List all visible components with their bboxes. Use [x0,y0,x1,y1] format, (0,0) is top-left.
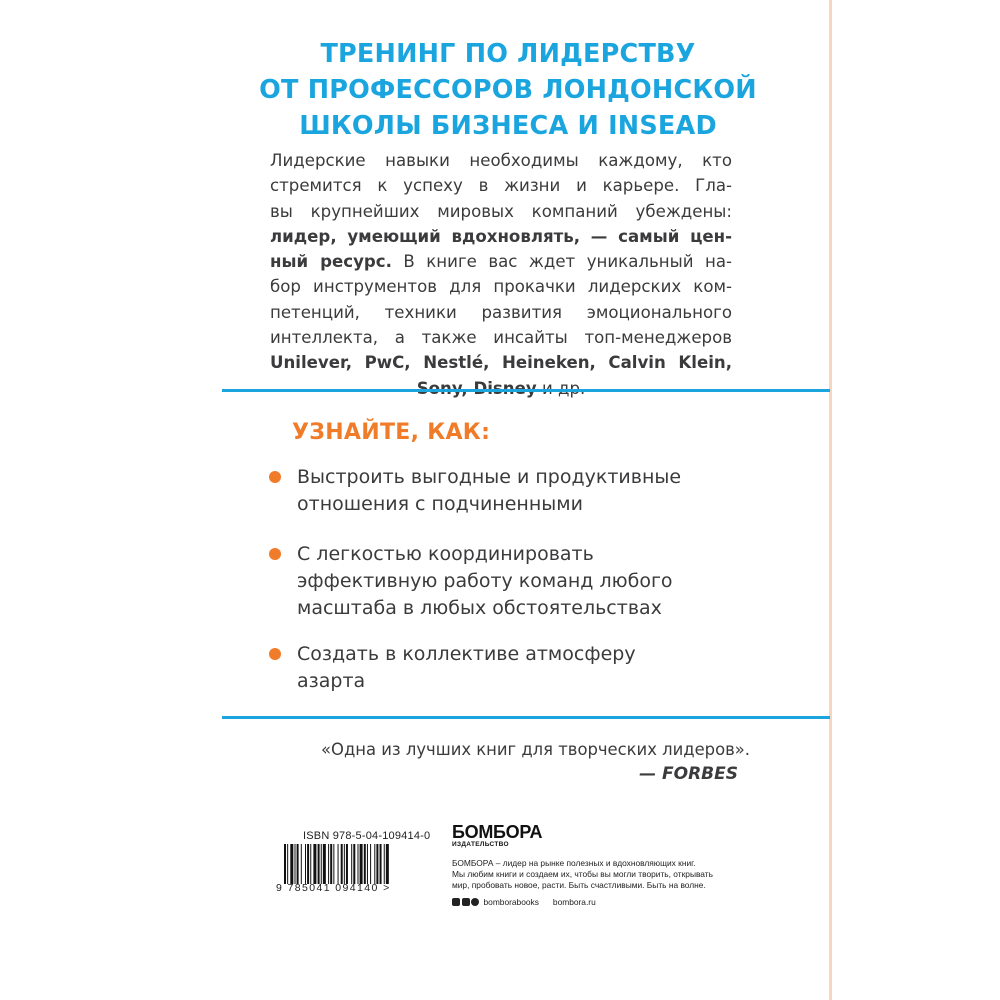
list-item-text [297,641,636,695]
intro-line: стремится к успеху в жизни и карьере. Гла- [270,176,732,196]
list-item-line: эффективную работу команд любого [297,570,673,592]
quote-text: «Одна из лучших книг для творческих лидеров». [321,740,750,759]
bullet-dot-icon [269,548,281,560]
press-quote [310,738,750,786]
publisher-description [452,858,752,891]
list-item [268,464,681,518]
instagram-icon [471,898,479,906]
quote-source: — FORBES [639,764,738,784]
intro-line: вы крупнейших мировых компаний убеждены: [270,201,732,221]
page-margin [832,0,1000,1000]
barcode-digits: 9 785041 094140 > [276,882,391,894]
publisher-block [452,822,752,907]
social-handle[interactable]: bomborabooks [483,897,539,907]
list-item-line: отношения с подчиненными [297,493,583,515]
divider-bottom [222,716,830,719]
bullet-dot-icon [269,648,281,660]
intro-line: петенций, техники развития эмоционального [270,302,732,322]
publisher-website[interactable]: bombora.ru [552,897,596,907]
publisher-socials [452,897,752,907]
isbn-number: ISBN 978-5-04-109414-0 [303,830,431,842]
list-item-line: Создать в коллективе атмосферу [297,643,636,665]
intro-paragraph [270,148,732,401]
list-item-line: масштаба в любых обстоятельствах [297,597,662,619]
publisher-description-line: мир, пробовать новое, расти. Быть счастливыми. Быть на волне. [452,880,706,890]
list-item-line: азарта [297,670,366,692]
title-line-3: ШКОЛЫ БИЗНЕСА И INSEAD [299,111,717,141]
publisher-logo: БОМБОРА [452,822,543,842]
title-line-2: ОТ ПРОФЕССОРОВ ЛОНДОНСКОЙ [259,75,757,105]
intro-line: бор инструментов для прокачки лидерских ком- [270,277,732,297]
title-line-1: ТРЕНИНГ ПО ЛИДЕРСТВУ [320,39,696,69]
list-item-line: С легкостью координировать [297,543,594,565]
publisher-logo-subtitle: ИЗДАТЕЛЬСТВО [452,841,509,848]
publisher-description-line: Мы любим книги и создаем их, чтобы вы могли творить, открывать [452,869,713,879]
intro-line [270,350,732,375]
intro-bold: Unilever, PwC, Nestlé, Heineken, Calvin Klein, [270,353,732,373]
intro-line: Лидерские навыки необходимы каждому, кто [270,151,732,170]
publisher-description-line: БОМБОРА – лидер на рынке полезных и вдохновляющих книг. [452,858,696,868]
vk-icon [462,898,470,906]
intro-line [270,224,732,249]
intro-line [270,249,732,274]
barcode-bars [284,844,424,884]
facebook-icon [452,898,460,906]
intro-bold: лидер, умеющий вдохновлять, — самый цен- [270,226,732,246]
bullet-dot-icon [269,471,281,483]
cover-title [238,36,778,144]
list-item-text [297,464,681,518]
intro-bold: ный ресурс. [270,252,392,272]
divider-top [222,389,830,392]
list-item-line: Выстроить выгодные и продуктивные [297,466,682,488]
intro-line: интеллекта, а также инсайты топ-менеджеров [270,328,732,348]
learn-heading: УЗНАЙТЕ, КАК: [292,420,491,445]
isbn-barcode [276,830,436,894]
list-item [268,641,636,695]
list-item [268,541,673,622]
list-item-text [297,541,673,622]
intro-text: В книге вас ждет уникальный на- [391,252,732,272]
